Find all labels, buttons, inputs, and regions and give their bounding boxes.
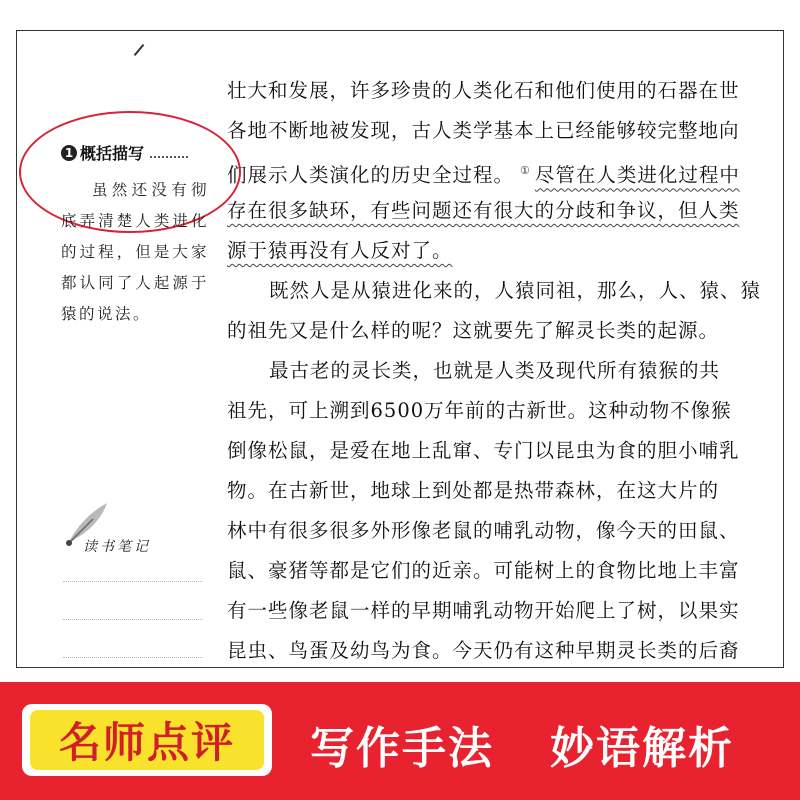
teacher-review-badge bbox=[22, 704, 272, 776]
text-line: 林中有很多很多外形像老鼠的哺乳动物，像今天的田鼠、 bbox=[227, 519, 740, 542]
note-body: 虽然还没有彻底弄清楚人类进化的过程，但是大家都认同了人起源于猿的说法。 bbox=[61, 181, 209, 323]
reading-notes-label: 读书笔记 bbox=[83, 539, 151, 555]
note-header bbox=[61, 141, 188, 164]
text-line: 既然人是从猿进化来的，人猿同祖，那么，人、猿、猿 bbox=[269, 279, 762, 302]
text-line: 物。在古新世，地球上到处都是热带森林，在这大片的 bbox=[227, 479, 720, 502]
text-line: 各地不断地被发现，古人类学基本上已经能够较完整地向 bbox=[227, 119, 740, 142]
promo-banner bbox=[0, 682, 800, 800]
book-page bbox=[16, 30, 784, 668]
text-line bbox=[227, 191, 784, 231]
note-title: 概括描写 bbox=[80, 144, 145, 163]
note-writing-line bbox=[63, 619, 203, 620]
text-line: 鼠、豪猪等都是它们的近亲。可能树上的食物比地上丰富 bbox=[227, 559, 740, 582]
wavy-underlined-text: 尽管在人类进化过程中 bbox=[534, 163, 740, 187]
note-writing-line bbox=[63, 581, 203, 582]
text-line: 有一些像老鼠一样的早期哺乳动物开始爬上了树，以果实 bbox=[227, 599, 740, 622]
main-text bbox=[227, 71, 784, 668]
writing-technique-slogan: 写作手法 bbox=[310, 723, 494, 774]
text-line bbox=[227, 151, 784, 191]
phrase-analysis-slogan: 妙语解析 bbox=[550, 723, 734, 774]
text-segment: 们展示人类演化的历史全过程。 bbox=[227, 163, 515, 187]
text-line: 最古老的灵长类，也就是人类及现代所有猿猴的共 bbox=[269, 359, 721, 382]
text-line: 的祖先又是什么样的呢？这就要先了解灵长类的起源。 bbox=[227, 319, 720, 342]
teacher-review-label: 名师点评 bbox=[30, 710, 264, 770]
text-line: 祖先，可上溯到6500万年前的古新世。这种动物不像猴 bbox=[227, 399, 732, 422]
note-leader-dots bbox=[150, 148, 188, 158]
wavy-underlined-text: 源于猿再没有人反对了。 bbox=[227, 239, 453, 262]
wavy-underlined-text: 存在很多缺环，有些问题还有很大的分歧和争议，但人类 bbox=[227, 199, 740, 222]
footnote-marker: ① bbox=[520, 164, 531, 177]
text-line: 倒像松鼠，是爱在地上乱窜、专门以昆虫为食的胆小哺乳 bbox=[227, 439, 740, 462]
text-line: 昆虫、鸟蛋及幼鸟为食。今天仍有这种早期灵长类的后裔 bbox=[227, 639, 740, 662]
note-writing-line bbox=[63, 657, 203, 658]
text-line bbox=[227, 231, 784, 271]
sidebar bbox=[17, 31, 207, 667]
note-number-badge: 1 bbox=[61, 145, 77, 161]
text-line: 壮大和发展，许多珍贵的人类化石和他们使用的石器在世 bbox=[227, 79, 740, 102]
